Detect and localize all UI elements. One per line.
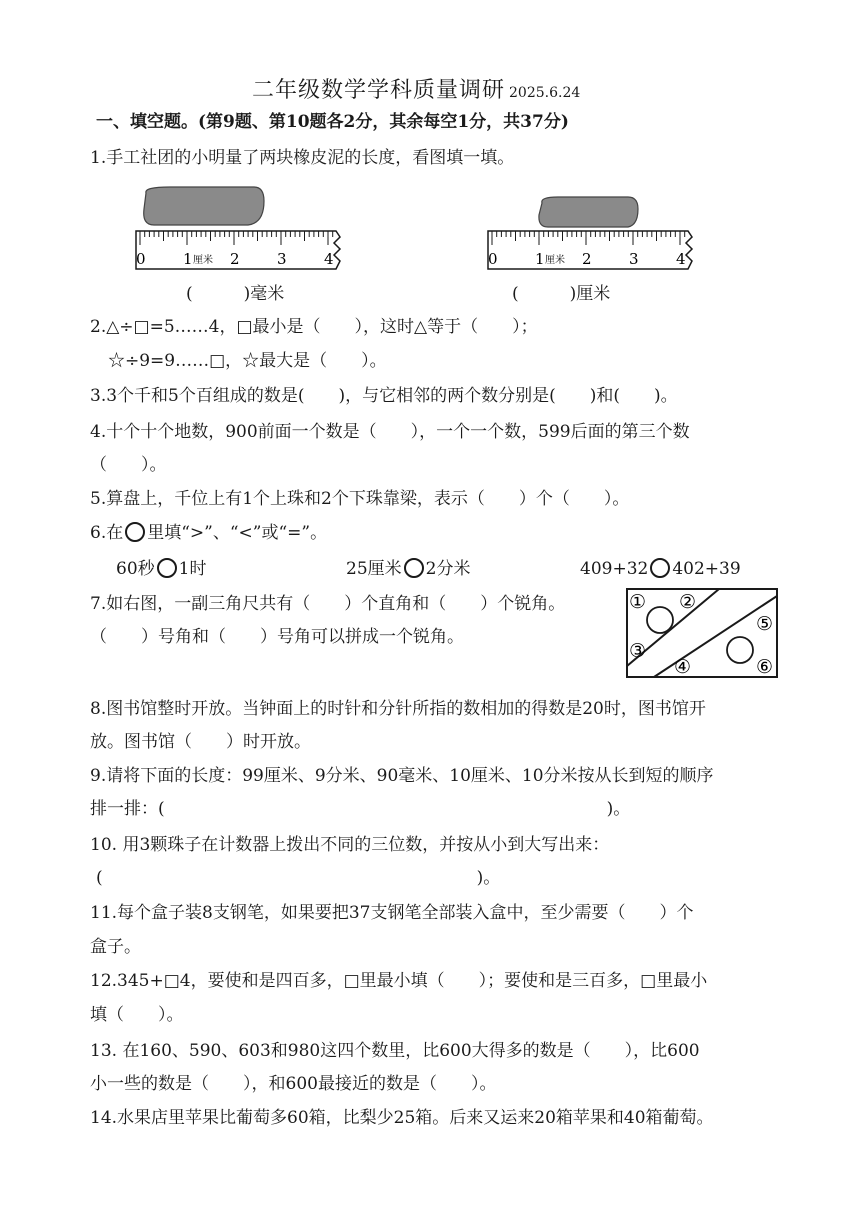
ruler-left-tick-1: 1 bbox=[183, 250, 193, 268]
question-9-line-1: 9.请将下面的长度：99厘米、9分米、90毫米、10厘米、10分米按从长到短的顺序 bbox=[90, 766, 714, 786]
angle-label-2: ② bbox=[679, 591, 697, 613]
ruler-right-tick-3: 3 bbox=[629, 250, 639, 268]
question-10-line-2: ( )。 bbox=[96, 868, 501, 888]
q6-compare-1-left: 60秒 bbox=[116, 559, 155, 579]
clay-piece-left bbox=[144, 187, 264, 225]
comparison-circle-icon bbox=[125, 522, 145, 542]
question-8-line-2: 放。图书馆（ ）时开放。 bbox=[90, 732, 311, 752]
question-8-line-1: 8.图书馆整时开放。当钟面上的时针和分针所指的数相加的得数是20时，图书馆开 bbox=[90, 699, 706, 719]
q1-answer-cm: ( )厘米 bbox=[512, 284, 611, 304]
question-14: 14.水果店里苹果比葡萄多60箱，比梨少25箱。后来又运来20箱苹果和40箱葡萄。 bbox=[90, 1108, 714, 1128]
question-11-line-1: 11.每个盒子装8支钢笔，如果要把37支钢笔全部装入盒中，至少需要（ ）个 bbox=[90, 903, 694, 923]
q6-compare-2-left: 25厘米 bbox=[346, 559, 402, 579]
ruler-left-tick-4: 4 bbox=[324, 250, 334, 268]
question-13-line-2: 小一些的数是（ ），和600最接近的数是（ ）。 bbox=[90, 1074, 497, 1094]
q6-compare-1-right: 1时 bbox=[178, 559, 207, 579]
q6-compare-1 bbox=[116, 557, 206, 581]
ruler-figure-right bbox=[482, 193, 698, 275]
title-text: 二年级数学学科质量调研 bbox=[252, 78, 506, 103]
ruler-left-tick-2: 2 bbox=[230, 250, 240, 268]
ruler-right-tick-1: 1 bbox=[535, 250, 545, 268]
exam-date: 2025.6.24 bbox=[509, 85, 581, 101]
question-4-line-1: 4.十个十个地数，900前面一个数是（ ），一个一个数，599后面的第三个数 bbox=[90, 422, 690, 442]
angle-label-4: ④ bbox=[674, 656, 692, 678]
answer-circle-2[interactable] bbox=[404, 558, 424, 578]
ruler-right-tick-4: 4 bbox=[676, 250, 686, 268]
question-3: 3.3个千和5个百组成的数是( )，与它相邻的两个数分别是( )和( )。 bbox=[90, 386, 678, 406]
question-7-line-2: （ ）号角和（ ）号角可以拼成一个锐角。 bbox=[90, 627, 464, 647]
q6-compare-2 bbox=[346, 557, 470, 581]
ruler-right-unit: 厘米 bbox=[545, 255, 565, 266]
question-12-line-1: 12.345+□4，要使和是四百多，□里最小填（ ）；要使和是三百多，□里最小 bbox=[90, 971, 708, 991]
question-7-line-1: 7.如右图，一副三角尺共有（ ）个直角和（ ）个锐角。 bbox=[90, 594, 566, 614]
question-11-line-2: 盒子。 bbox=[90, 937, 141, 957]
question-1: 1.手工社团的小明量了两块橡皮泥的长度，看图填一填。 bbox=[90, 148, 515, 168]
q6-compare-3 bbox=[580, 557, 741, 581]
angle-label-3: ③ bbox=[629, 640, 647, 662]
q6-compare-3-right: 402+39 bbox=[672, 559, 741, 579]
question-13-line-1: 13. 在160、590、603和980这四个数里，比600大得多的数是（ ），比600 bbox=[90, 1041, 700, 1061]
q6-intro-a: 6.在 bbox=[90, 523, 124, 543]
page-title bbox=[252, 76, 580, 108]
question-2-line-2: ☆÷9=9……□，☆最大是（ ）。 bbox=[108, 351, 387, 371]
q6-intro-b: 里填“>”、“<”或“=”。 bbox=[147, 523, 328, 543]
question-5: 5.算盘上，千位上有1个上珠和2个下珠靠梁，表示（ ）个（ ）。 bbox=[90, 489, 630, 509]
angle-label-6: ⑥ bbox=[756, 656, 774, 678]
question-6-intro bbox=[90, 521, 327, 545]
section-heading: 一、填空题。(第9题、第10题各2分，其余每空1分，共37分) bbox=[96, 112, 569, 132]
q1-answer-mm: ( )毫米 bbox=[186, 284, 285, 304]
angle-label-1: ① bbox=[629, 591, 647, 613]
triangle-rulers-figure bbox=[624, 586, 780, 682]
q6-compare-3-left: 409+32 bbox=[580, 559, 649, 579]
q6-compare-2-right: 2分米 bbox=[425, 559, 471, 579]
answer-circle-1[interactable] bbox=[157, 558, 177, 578]
ruler-figure-left bbox=[130, 185, 346, 275]
ruler-left-tick-3: 3 bbox=[277, 250, 287, 268]
clay-piece-right bbox=[539, 197, 638, 227]
angle-label-5: ⑤ bbox=[756, 613, 774, 635]
ruler-right-tick-2: 2 bbox=[582, 250, 592, 268]
question-9-line-2: 排一排：( )。 bbox=[90, 799, 631, 819]
answer-circle-3[interactable] bbox=[650, 558, 670, 578]
ruler-left-unit: 厘米 bbox=[193, 255, 213, 266]
ruler-left-tick-0: 0 bbox=[136, 250, 146, 268]
question-12-line-2: 填（ ）。 bbox=[90, 1005, 184, 1025]
question-2-line-1: 2.△÷□=5……4，□最小是（ ），这时△等于（ ）； bbox=[90, 317, 538, 337]
question-10-line-1: 10. 用3颗珠子在计数器上拨出不同的三位数，并按从小到大写出来： bbox=[90, 835, 610, 855]
ruler-right-tick-0: 0 bbox=[488, 250, 498, 268]
question-4-line-2: （ ）。 bbox=[90, 455, 167, 475]
